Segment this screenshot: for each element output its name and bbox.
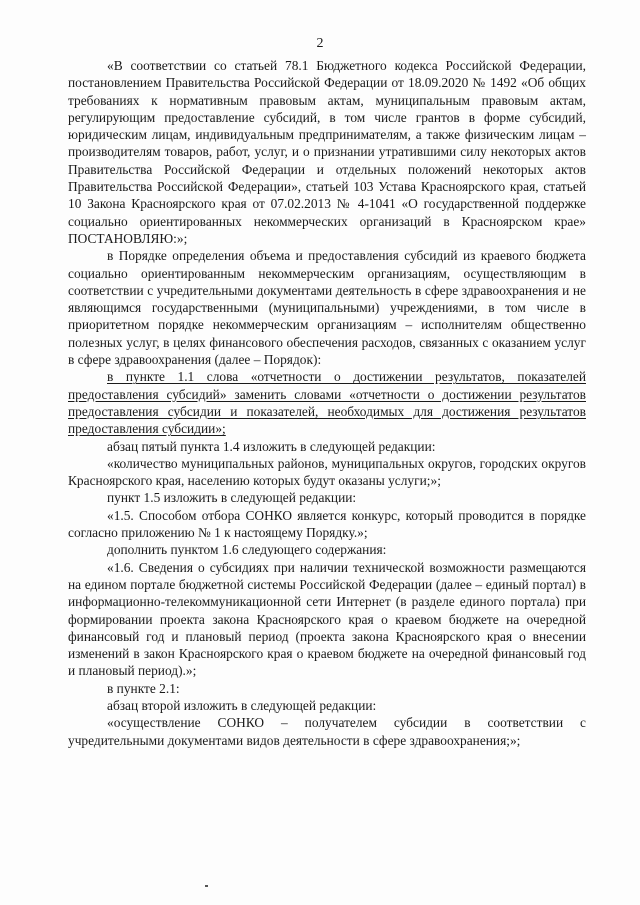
paragraph-procedure-title: в Порядке определения объема и предоставления субсидий из краевого бюджета социально ориентированным некоммерческим организациям, осуществляющим в соответствии с учредительными документами деятельность в сфере здравоохранения и не являющимся государственными (муниципальными) учреждениями, в том числе в приоритетном порядке некоммерческим организациям – исполнителям общественно полезных услуг, в целях финансового обеспечения расходов, связанных с оказанием услуг в сфере здравоохранения (далее – Порядок): <box>68 248 586 368</box>
paragraph-item-1-5-text: «1.5. Способом отбора СОНКО является конкурс, который проводится в порядке согласно приложению № 1 к настоящему Порядку.»; <box>68 507 586 541</box>
paragraph-preamble: «В соответствии со статьей 78.1 Бюджетного кодекса Российской Федерации, постановлением Правительства Российской Федерации от 18.09.2020 № 1492 «Об общих требованиях к нормативным правовым актам, муниципальным правовым актам, регулирующим предоставление субсидий, в том числе грантов в форме субсидий, юридическим лицам, индивидуальным предпринимателям, а также физическим лицам – производителям товаров, работ, услуг, и о признании утратившими силу некоторых актов Правительства Российской Федерации и отдельных положений некоторых актов Правительства Российской Федерации», статьей 103 Устава Красноярского края, статьей 10 Закона Красноярского края от 07.02.2013 № 4-1041 «О государственной поддержке социально ориентированных некоммерческих организаций в Красноярском крае» ПОСТАНОВЛЯЮ:»; <box>68 58 586 246</box>
paragraph-item-1-6-intro: дополнить пунктом 1.6 следующего содержания: <box>107 542 387 558</box>
paragraph-item-1-4-intro: абзац пятый пункта 1.4 изложить в следующей редакции: <box>107 438 436 454</box>
document-body <box>68 57 586 749</box>
paragraph-item-2-1-intro: в пункте 2.1: <box>107 680 180 696</box>
page-number: 2 <box>316 36 324 51</box>
paragraph-item-2-1-subintro: абзац второй изложить в следующей редакции: <box>107 697 377 713</box>
scan-artifact-dot <box>205 885 208 887</box>
paragraph-item-1-4-text: «количество муниципальных районов, муниципальных округов, городских округов Красноярского края, населению которых будут оказаны услуги;»; <box>68 455 586 489</box>
paragraph-item-1-6-text: «1.6. Сведения о субсидиях при наличии технической возможности размещаются на едином портале бюджетной системы Российской Федерации (далее – единый портал) в информационно-телекоммуникационной сети Интернет (в разделе единого портала) при формировании проекта закона Красноярского края о краевом бюджете на очередной финансовый год и плановый период (проекта закона Красноярского края о внесении изменений в закон Красноярского края о краевом бюджете на очередной финансовый год и плановый период).»; <box>68 559 586 679</box>
paragraph-item-1-5-intro: пункт 1.5 изложить в следующей редакции: <box>107 490 357 506</box>
paragraph-item-2-1-text: «осуществление СОНКО – получателем субсидии в соответствии с учредительными документами видов деятельности в сфере здравоохранения;»; <box>68 715 586 748</box>
paragraph-item-1-1: в пункте 1.1 слова «отчетности о достижении результатов, показателей предоставления субсидий» заменить словами «отчетности о достижении результатов предоставления субсидии и показателей, необходимых для достижения результатов предоставления субсидии»; <box>68 369 586 437</box>
